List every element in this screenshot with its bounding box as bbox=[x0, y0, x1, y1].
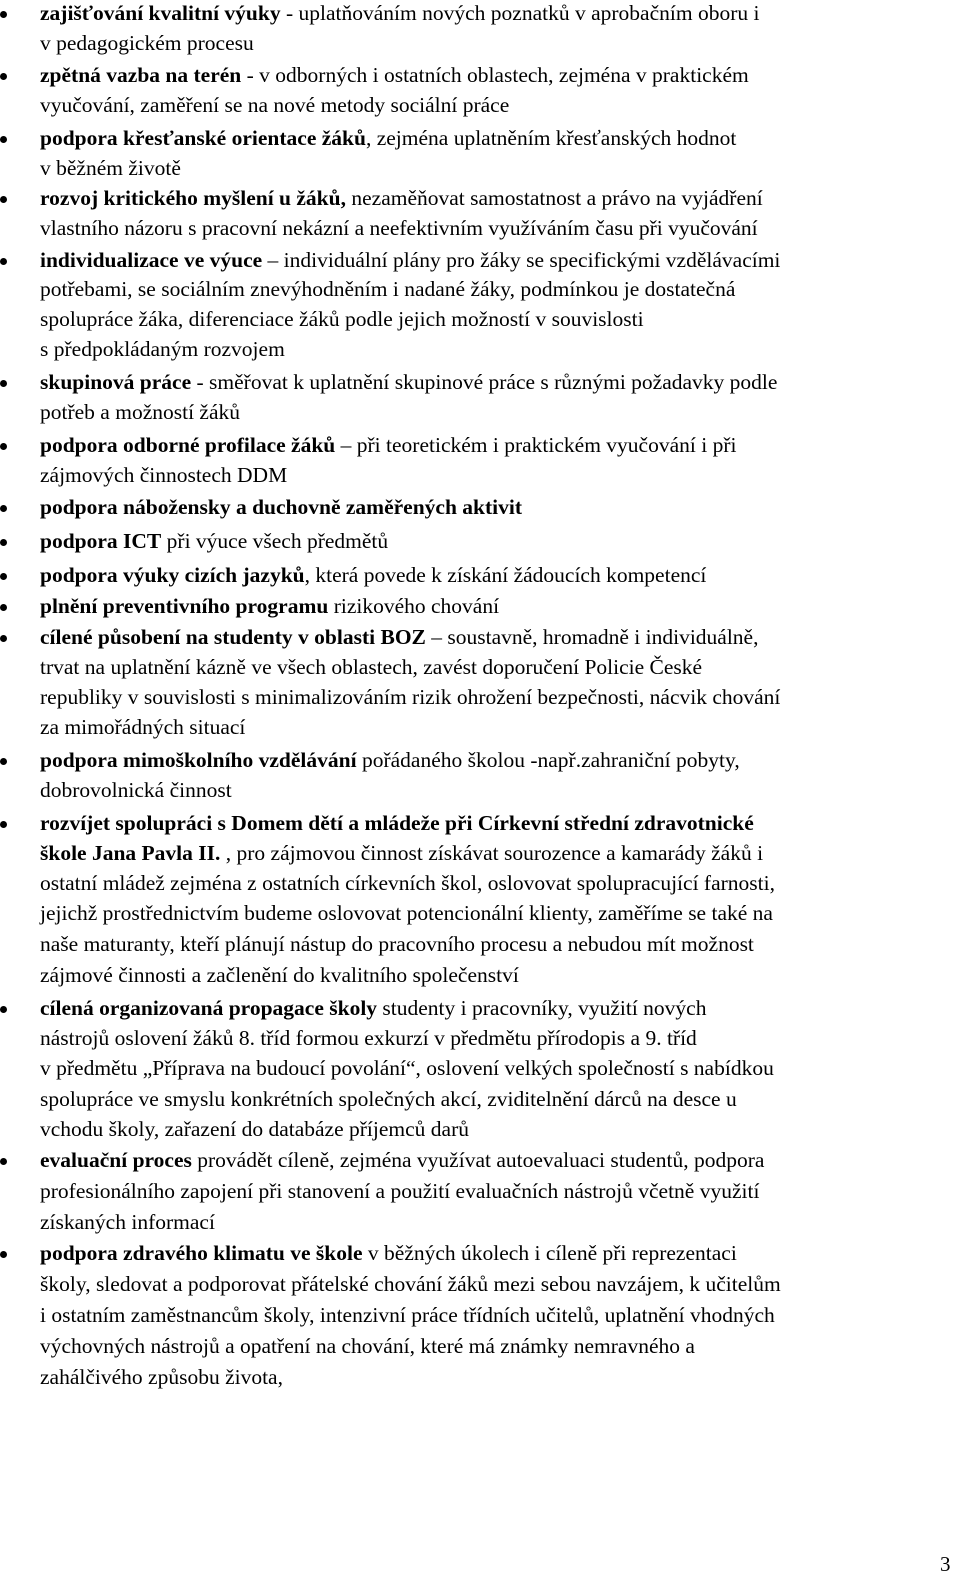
text-line bbox=[40, 1055, 774, 1081]
text-line bbox=[40, 593, 499, 619]
text-line bbox=[40, 714, 245, 740]
bullet-icon bbox=[0, 11, 7, 18]
text-span: s předpokládaným rozvojem bbox=[40, 337, 285, 361]
bold-text: podpora nábožensky a duchovně zaměřených aktivit bbox=[40, 495, 522, 519]
text-span: ostatní mládež zejména z ostatních církevních škol, oslovovat spolupracující farnosti, bbox=[40, 871, 775, 895]
bold-text: cílená organizovaná propagace školy bbox=[40, 996, 378, 1020]
text-span: výchovných nástrojů a opatření na chování, které má známky nemravného a bbox=[40, 1334, 695, 1358]
text-span: vlastního názoru s pracovní nekázní a neefektivním využíváním času při vyučování bbox=[40, 216, 758, 240]
text-span: zahálčivého způsobu života, bbox=[40, 1365, 283, 1389]
text-span: nezaměňovat samostatnost a právo na vyjádření bbox=[345, 186, 763, 210]
text-span: zájmových činnostech DDM bbox=[40, 463, 288, 487]
text-span: i ostatním zaměstnancům školy, intenzivní práce třídních učitelů, uplatnění vhodných bbox=[40, 1303, 775, 1327]
text-span: zájmové činnosti a začlenění do kvalitního společenství bbox=[40, 963, 519, 987]
text-line bbox=[40, 125, 736, 151]
bold-text: podpora mimoškolního vzdělávání bbox=[40, 748, 357, 772]
text-span: potřebami, se sociálním znevýhodněním i nadané žáky, podmínkou je dostatečná bbox=[40, 277, 736, 301]
text-line bbox=[40, 1025, 697, 1051]
text-line bbox=[40, 306, 644, 332]
text-line bbox=[40, 684, 780, 710]
text-line bbox=[40, 1178, 759, 1204]
text-line bbox=[40, 1364, 283, 1390]
text-line bbox=[40, 840, 763, 866]
text-span: profesionálního zapojení při stanovení a použití evaluačních nástrojů včetně využití bbox=[40, 1179, 760, 1203]
bullet-icon bbox=[0, 505, 7, 512]
text-span: - uplatňováním nových poznatků v aprobačním oboru i bbox=[280, 1, 760, 25]
bold-text: zajišťování kvalitní výuky bbox=[40, 1, 281, 25]
bold-text: plnění preventivního programu bbox=[40, 594, 329, 618]
text-span: při výuce všech předmětů bbox=[161, 529, 389, 553]
bold-text: podpora křesťanské orientace žáků bbox=[40, 126, 366, 150]
bullet-icon bbox=[0, 1158, 7, 1165]
page-number: 3 bbox=[940, 1552, 951, 1576]
text-line bbox=[40, 62, 749, 88]
text-span: v předmětu „Příprava na budoucí povolání“, oslovení velkých společností s nabídkou bbox=[40, 1056, 774, 1080]
text-line bbox=[40, 1086, 737, 1112]
text-line bbox=[40, 777, 232, 803]
text-line bbox=[40, 0, 759, 26]
text-span: potřeb a možností žáků bbox=[40, 400, 241, 424]
text-span: pořádaného školou -např.zahraniční pobyty, bbox=[356, 748, 740, 772]
text-span: , zejména uplatněním křesťanských hodnot bbox=[365, 126, 737, 150]
bullet-icon bbox=[0, 380, 7, 387]
bold-text: cílené působení na studenty v oblasti BOZ bbox=[40, 625, 426, 649]
text-line bbox=[40, 155, 181, 181]
text-span: – soustavně, hromadně i individuálně, bbox=[425, 625, 759, 649]
text-line bbox=[40, 215, 758, 241]
text-line bbox=[40, 962, 519, 988]
bullet-icon bbox=[0, 1006, 7, 1013]
text-line bbox=[40, 624, 758, 650]
bullet-icon bbox=[0, 258, 7, 265]
text-line bbox=[40, 276, 735, 302]
bold-text: zpětná vazba na terén bbox=[40, 63, 242, 87]
bullet-icon bbox=[0, 821, 7, 828]
text-span: vchodu školy, zařazení do databáze příjemců darů bbox=[40, 1117, 470, 1141]
bullet-icon bbox=[0, 196, 7, 203]
text-span: za mimořádných situací bbox=[40, 715, 246, 739]
text-span: vyučování, zaměření se na nové metody sociální práce bbox=[40, 93, 510, 117]
text-span: jejichž prostřednictvím budeme oslovovat potencionální klienty, zaměříme se také na bbox=[40, 901, 773, 925]
text-span: školy, sledovat a podporovat přátelské chování žáků mezi sebou navzájem, k učitelům bbox=[40, 1272, 781, 1296]
text-line bbox=[40, 432, 736, 458]
text-line bbox=[40, 1333, 695, 1359]
text-span: naše maturanty, kteří plánují nástup do pracovního procesu a nebudou mít možnost bbox=[40, 932, 754, 956]
text-span: , která povede k získání žádoucích kompetencí bbox=[304, 563, 707, 587]
text-line bbox=[40, 654, 702, 680]
bullet-icon bbox=[0, 758, 7, 765]
text-span: v běžných úkolech i cíleně při reprezentaci bbox=[362, 1241, 737, 1265]
bold-text: rozvíjet spolupráci s Domem dětí a mládeže při Církevní střední zdravotnické bbox=[40, 811, 754, 835]
text-line bbox=[40, 1147, 764, 1173]
text-span: – při teoretickém i praktickém vyučování i při bbox=[335, 433, 737, 457]
bold-text: podpora zdravého klimatu ve škole bbox=[40, 1241, 363, 1265]
text-span: – individuální plány pro žáky se specifickými vzdělávacími bbox=[262, 248, 781, 272]
bold-text: podpora odborné profilace žáků bbox=[40, 433, 336, 457]
bold-text: škole Jana Pavla II. bbox=[40, 841, 221, 865]
bold-text: podpora výuky cizích jazyků bbox=[40, 563, 305, 587]
bullet-icon bbox=[0, 73, 7, 80]
bold-text: individualizace ve výuce bbox=[40, 248, 263, 272]
text-line bbox=[40, 399, 240, 425]
text-span: - v odborných i ostatních oblastech, zejména v praktickém bbox=[241, 63, 749, 87]
bullet-icon bbox=[0, 1251, 7, 1258]
text-line bbox=[40, 185, 763, 211]
text-span: v pedagogickém procesu bbox=[40, 31, 254, 55]
text-line bbox=[40, 92, 509, 118]
text-span: získaných informací bbox=[40, 1210, 215, 1234]
text-span: republiky v souvislosti s minimalizováním rizik ohrožení bezpečnosti, nácvik chování bbox=[40, 685, 781, 709]
text-line bbox=[40, 247, 780, 273]
bullet-icon bbox=[0, 604, 7, 611]
text-span: provádět cíleně, zejména využívat autoevaluaci studentů, podpora bbox=[191, 1148, 765, 1172]
text-span: spolupráce žáka, diferenciace žáků podle jejich možností v souvislosti bbox=[40, 307, 644, 331]
bold-text: skupinová práce bbox=[40, 370, 192, 394]
text-line bbox=[40, 562, 706, 588]
text-line bbox=[40, 931, 754, 957]
text-line bbox=[40, 747, 740, 773]
text-line bbox=[40, 494, 522, 520]
text-line bbox=[40, 900, 773, 926]
bullet-icon bbox=[0, 539, 7, 546]
text-span: v běžném životě bbox=[40, 156, 181, 180]
bullet-icon bbox=[0, 443, 7, 450]
text-line bbox=[40, 30, 254, 56]
text-line bbox=[40, 528, 388, 554]
bold-text: podpora ICT bbox=[40, 529, 162, 553]
text-span: dobrovolnická činnost bbox=[40, 778, 232, 802]
text-line bbox=[40, 1240, 737, 1266]
bullet-icon bbox=[0, 635, 7, 642]
text-line bbox=[40, 810, 754, 836]
bold-text: rozvoj kritického myšlení u žáků, bbox=[40, 186, 346, 210]
text-line bbox=[40, 1116, 469, 1142]
text-line bbox=[40, 1209, 215, 1235]
text-span: studenty i pracovníky, využití nových bbox=[377, 996, 707, 1020]
text-line bbox=[40, 462, 287, 488]
bullet-icon bbox=[0, 573, 7, 580]
bullet-icon bbox=[0, 136, 7, 143]
text-span: rizikového chování bbox=[328, 594, 500, 618]
bold-text: evaluační proces bbox=[40, 1148, 192, 1172]
text-span: nástrojů oslovení žáků 8. tříd formou exkurzí v předmětu přírodopis a 9. tříd bbox=[40, 1026, 697, 1050]
text-line bbox=[40, 1271, 781, 1297]
text-span: - směřovat k uplatnění skupinové práce s různými požadavky podle bbox=[191, 370, 778, 394]
text-line bbox=[40, 369, 777, 395]
text-span: spolupráce ve smyslu konkrétních společných akcí, zviditelnění dárců na desce u bbox=[40, 1087, 737, 1111]
text-span: trvat na uplatnění kázně ve všech oblastech, zavést doporučení Policie České bbox=[40, 655, 703, 679]
text-line bbox=[40, 995, 706, 1021]
text-line bbox=[40, 1302, 775, 1328]
text-line bbox=[40, 336, 285, 362]
text-line bbox=[40, 870, 775, 896]
text-span: , pro zájmovou činnost získávat sourozence a kamarády žáků i bbox=[220, 841, 764, 865]
